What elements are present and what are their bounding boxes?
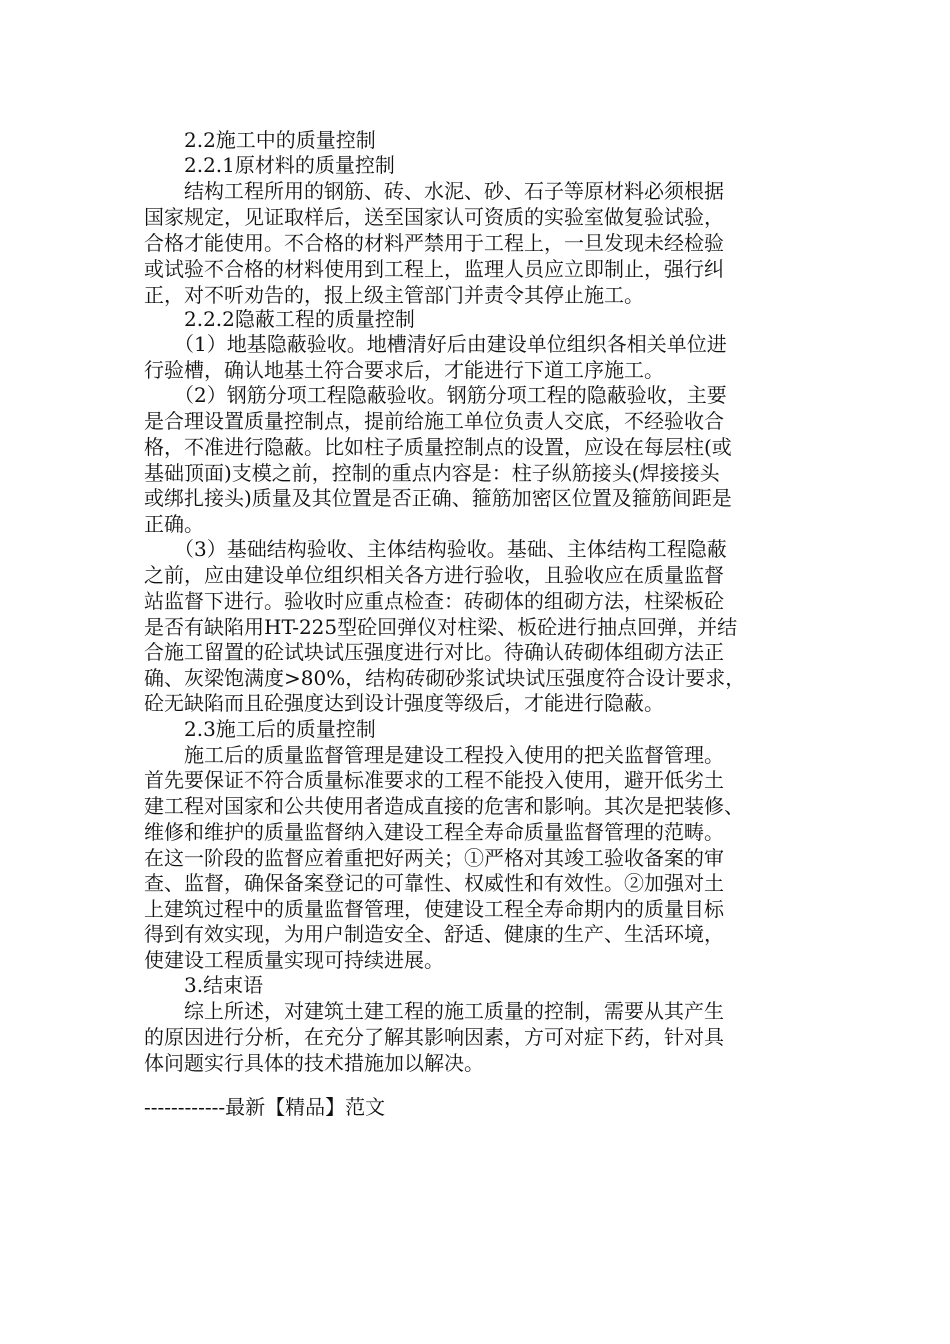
paragraph-line: 是否有缺陷用HT-225型砼回弹仪对柱梁、板砼进行抽点回弹，并结 xyxy=(144,615,738,639)
paragraph-line: 国家规定，见证取样后，送至国家认可资质的实验室做复验试验， xyxy=(144,205,724,229)
paragraph-line: 是合理设置质量控制点，提前给施工单位负责人交底，不经验收合 xyxy=(144,409,724,433)
footer-label: ------------最新【精品】范文 xyxy=(144,1095,386,1119)
paragraph-line: 基础顶面)支模之前，控制的重点内容是：柱子纵筋接头(焊接接头 xyxy=(144,461,720,485)
heading-2-2: 2.2施工中的质量控制 xyxy=(144,128,376,152)
paragraph-line: 砼无缺陷而且砼强度达到设计强度等级后，才能进行隐蔽。 xyxy=(144,691,664,715)
paragraph-line: 建工程对国家和公共使用者造成直接的危害和影响。其次是把装修、 xyxy=(144,794,744,818)
paragraph-line: 合施工留置的砼试块试压强度进行对比。待确认砖砌体组砌方法正 xyxy=(144,640,724,664)
paragraph-line: 施工后的质量监督管理是建设工程投入使用的把关监督管理。 xyxy=(144,743,724,767)
paragraph-line: 站监督下进行。验收时应重点检查：砖砌体的组砌方法，柱梁板砼 xyxy=(144,589,724,613)
paragraph-line: 结构工程所用的钢筋、砖、水泥、砂、石子等原材料必须根据 xyxy=(144,179,724,203)
paragraph-line: 查、监督，确保备案登记的可靠性、权威性和有效性。②加强对土 xyxy=(144,871,724,895)
paragraph-line: 的原因进行分析，在充分了解其影响因素，方可对症下药，针对具 xyxy=(144,1025,724,1049)
heading-2-3: 2.3施工后的质量控制 xyxy=(144,717,376,741)
paragraph-line: 格，不准进行隐蔽。比如柱子质量控制点的设置，应设在每层柱(或 xyxy=(144,435,732,459)
paragraph-line: 体问题实行具体的技术措施加以解决。 xyxy=(144,1051,484,1075)
paragraph-line: 或绑扎接头)质量及其位置是否正确、箍筋加密区位置及箍筋间距是 xyxy=(144,486,732,510)
paragraph-line: 正确。 xyxy=(144,512,204,536)
paragraph-line: （2）钢筋分项工程隐蔽验收。钢筋分项工程的隐蔽验收，主要 xyxy=(144,383,727,407)
paragraph-line: （1）地基隐蔽验收。地槽清好后由建设单位组织各相关单位进 xyxy=(144,332,727,356)
paragraph-line: 首先要保证不符合质量标准要求的工程不能投入使用，避开低劣土 xyxy=(144,768,724,792)
paragraph-line: 在这一阶段的监督应着重把好两关；①严格对其竣工验收备案的审 xyxy=(144,846,724,870)
heading-2-2-2: 2.2.2隐蔽工程的质量控制 xyxy=(144,307,415,331)
paragraph-line: 确、灰梁饱满度>80%，结构砖砌砂浆试块试压强度符合设计要求， xyxy=(144,666,746,690)
paragraph-line: 正，对不听劝告的，报上级主管部门并责令其停止施工。 xyxy=(144,283,644,307)
heading-2-2-1: 2.2.1原材料的质量控制 xyxy=(144,153,395,177)
paragraph-line: （3）基础结构验收、主体结构验收。基础、主体结构工程隐蔽 xyxy=(144,537,727,561)
paragraph-line: 使建设工程质量实现可持续进展。 xyxy=(144,948,444,972)
paragraph-line: 行验槽，确认地基土符合要求后，才能进行下道工序施工。 xyxy=(144,358,664,382)
paragraph-line: 之前，应由建设单位组织相关各方进行验收，且验收应在质量监督 xyxy=(144,563,724,587)
paragraph-line: 上建筑过程中的质量监督管理，使建设工程全寿命期内的质量目标 xyxy=(144,897,724,921)
paragraph-line: 或试验不合格的材料使用到工程上，监理人员应立即制止，强行纠 xyxy=(144,257,724,281)
paragraph-line: 维修和维护的质量监督纳入建设工程全寿命质量监督管理的范畴。 xyxy=(144,820,724,844)
paragraph-line: 合格才能使用。不合格的材料严禁用于工程上，一旦发现未经检验 xyxy=(144,231,724,255)
paragraph-line: 综上所述，对建筑土建工程的施工质量的控制，需要从其产生 xyxy=(144,999,724,1023)
heading-3: 3.结束语 xyxy=(144,973,264,997)
paragraph-line: 得到有效实现，为用户制造安全、舒适、健康的生产、生活环境， xyxy=(144,922,724,946)
